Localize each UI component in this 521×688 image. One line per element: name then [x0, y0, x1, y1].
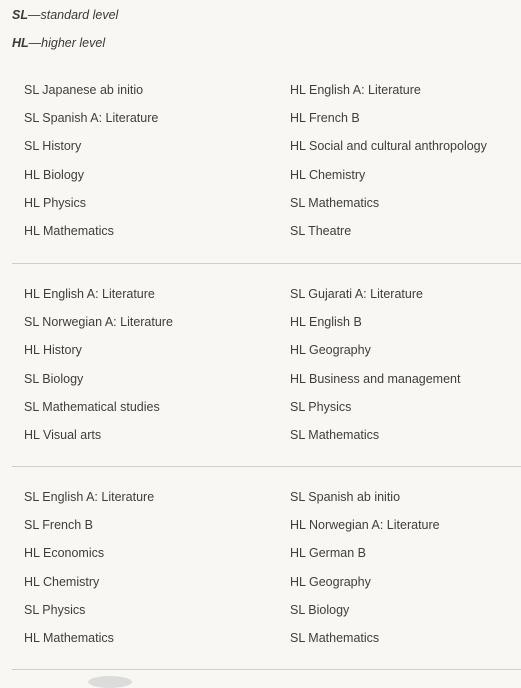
subject-item: SL Japanese ab initio [24, 83, 144, 97]
subject-item: HL Visual arts [24, 427, 102, 442]
legend-sl-text: —standard level [27, 8, 119, 22]
subject-group-1 [12, 81, 521, 251]
legend-hl-abbr: HL [12, 36, 29, 50]
subject-item: HL Business and management [290, 371, 461, 386]
subject-item: SL Physics [24, 602, 86, 617]
legend [12, 6, 118, 62]
group-1-right-column [290, 81, 487, 250]
subject-item: HL German B [290, 546, 366, 561]
subject-item: HL English A: Literature [24, 287, 155, 301]
group-3-left-column [24, 488, 154, 657]
subject-item: SL Biology [24, 371, 84, 386]
subject-item: SL Gujarati A: Literature [290, 287, 423, 301]
subject-item: HL Social and cultural anthropology [290, 139, 487, 154]
subject-item: SL Spanish A: Literature [24, 111, 159, 126]
subject-item: HL Economics [24, 546, 105, 561]
legend-hl-text: —higher level [28, 36, 106, 50]
subject-item: HL French B [290, 111, 360, 126]
subject-item: HL Norwegian A: Literature [290, 518, 440, 533]
legend-sl-abbr: SL [12, 8, 28, 22]
legend-hl [12, 34, 118, 62]
group-2-left-column [24, 285, 173, 454]
subject-item: HL Geography [290, 574, 371, 589]
subject-item: SL History [24, 139, 82, 154]
subject-item: HL Geography [290, 343, 371, 358]
group-divider [12, 263, 521, 264]
subject-item: SL Mathematical studies [24, 399, 160, 414]
subject-item: SL English A: Literature [24, 490, 155, 504]
subject-item: HL English B [290, 315, 362, 330]
subject-item: HL Chemistry [290, 167, 366, 182]
group-1-left-column [24, 81, 158, 250]
subject-item: HL English A: Literature [290, 83, 421, 97]
subject-group-3 [12, 488, 521, 658]
subject-item: SL Physics [290, 399, 352, 414]
subject-item: HL Physics [24, 195, 87, 210]
subject-item: SL Spanish ab initio [290, 490, 401, 504]
group-divider [12, 466, 521, 467]
subject-item: SL Biology [290, 602, 350, 617]
subject-group-2 [12, 285, 521, 455]
subject-item: SL Mathematics [290, 427, 380, 442]
subject-item: HL History [24, 343, 82, 358]
group-3-right-column [290, 488, 440, 657]
subject-item: SL Mathematics [290, 630, 380, 645]
group-2-right-column [290, 285, 460, 454]
subject-item: SL Mathematics [290, 195, 380, 210]
group-divider [12, 669, 521, 670]
subject-item: SL Norwegian A: Literature [24, 315, 173, 330]
legend-sl [12, 6, 118, 34]
subject-item: SL French B [24, 518, 94, 533]
subject-item: HL Biology [24, 167, 84, 182]
next-section-edge [88, 676, 132, 688]
subject-item: HL Mathematics [24, 223, 114, 238]
subject-item: HL Chemistry [24, 574, 100, 589]
subject-item: SL Theatre [290, 223, 352, 238]
subject-item: HL Mathematics [24, 630, 114, 645]
